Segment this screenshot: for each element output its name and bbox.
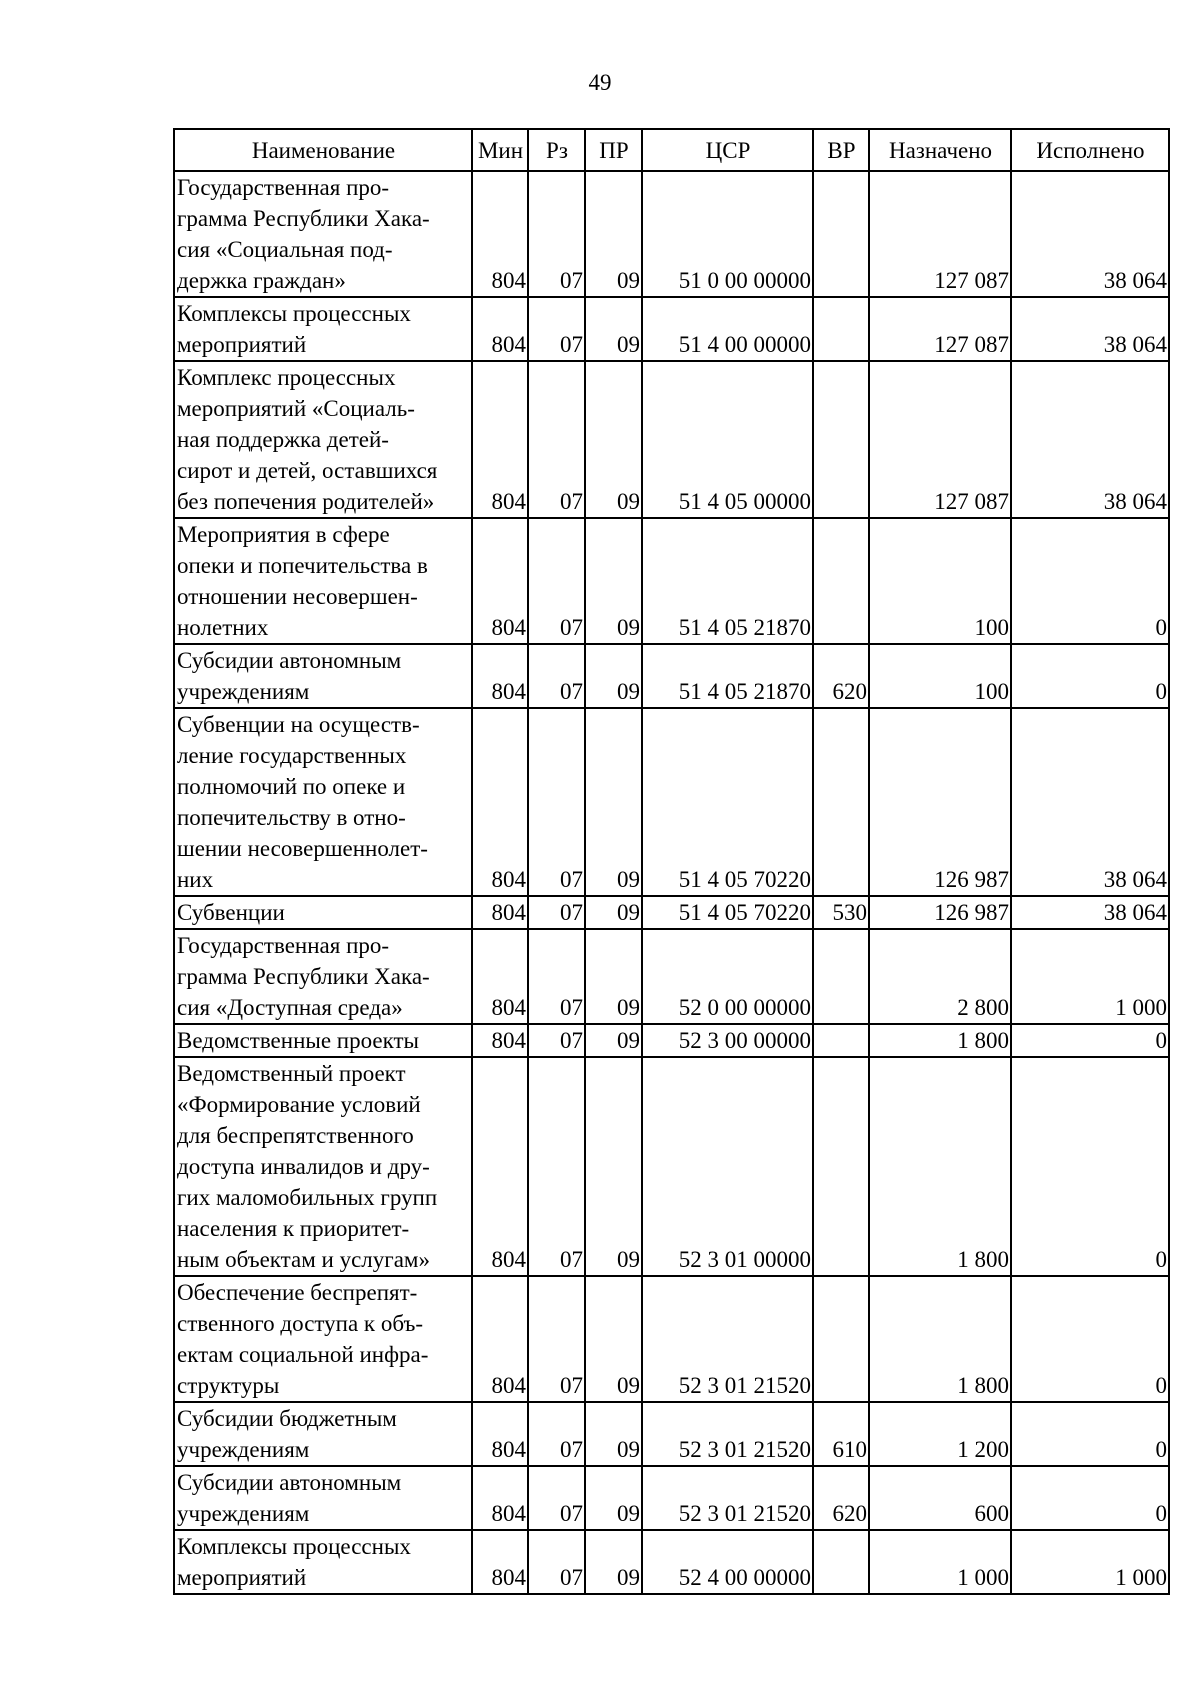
cell-rz: 07 bbox=[528, 1466, 585, 1530]
budget-table bbox=[173, 128, 1170, 1595]
table-header bbox=[174, 129, 1169, 171]
cell-naznacheno: 1 800 bbox=[869, 1024, 1011, 1057]
cell-naznacheno: 1 800 bbox=[869, 1276, 1011, 1402]
cell-naznacheno: 1 000 bbox=[869, 1530, 1011, 1594]
cell-min: 804 bbox=[472, 297, 528, 361]
cell-ispolneno: 38 064 bbox=[1011, 361, 1169, 518]
cell-pr: 09 bbox=[585, 518, 642, 644]
cell-name: Субвенции bbox=[174, 896, 472, 929]
table-body bbox=[174, 171, 1169, 1594]
cell-rz: 07 bbox=[528, 1024, 585, 1057]
cell-pr: 09 bbox=[585, 1402, 642, 1466]
cell-pr: 09 bbox=[585, 1024, 642, 1057]
table-row bbox=[174, 1402, 1169, 1466]
cell-rz: 07 bbox=[528, 1530, 585, 1594]
cell-name: Ведомственные проекты bbox=[174, 1024, 472, 1057]
header-ispolneno: Исполнено bbox=[1011, 129, 1169, 171]
table-row bbox=[174, 171, 1169, 297]
cell-min: 804 bbox=[472, 1530, 528, 1594]
cell-ispolneno: 0 bbox=[1011, 518, 1169, 644]
cell-pr: 09 bbox=[585, 644, 642, 708]
cell-csr: 51 4 05 70220 bbox=[642, 896, 813, 929]
cell-pr: 09 bbox=[585, 1057, 642, 1276]
cell-vr: 610 bbox=[813, 1402, 869, 1466]
cell-rz: 07 bbox=[528, 708, 585, 896]
cell-name: Государственная про- грамма Республики Хака- сия «Доступная среда» bbox=[174, 929, 472, 1024]
header-naznacheno: Назначено bbox=[869, 129, 1011, 171]
cell-csr: 52 0 00 00000 bbox=[642, 929, 813, 1024]
cell-min: 804 bbox=[472, 361, 528, 518]
cell-csr: 52 3 01 21520 bbox=[642, 1466, 813, 1530]
table-row bbox=[174, 518, 1169, 644]
cell-min: 804 bbox=[472, 1466, 528, 1530]
cell-naznacheno: 100 bbox=[869, 518, 1011, 644]
cell-name: Субвенции на осуществ- ление государственных полномочий по опеке и попечительству в отно- шении несовершеннолет- них bbox=[174, 708, 472, 896]
cell-naznacheno: 100 bbox=[869, 644, 1011, 708]
cell-vr bbox=[813, 297, 869, 361]
cell-name: Ведомственный проект «Формирование условий для беспрепятственного доступа инвалидов и дру- гих маломобильных групп населения к приоритет- ным объектам и услугам» bbox=[174, 1057, 472, 1276]
cell-min: 804 bbox=[472, 1024, 528, 1057]
cell-vr bbox=[813, 1024, 869, 1057]
cell-min: 804 bbox=[472, 1057, 528, 1276]
cell-naznacheno: 1 200 bbox=[869, 1402, 1011, 1466]
cell-pr: 09 bbox=[585, 1466, 642, 1530]
table-row bbox=[174, 929, 1169, 1024]
cell-ispolneno: 0 bbox=[1011, 1024, 1169, 1057]
cell-min: 804 bbox=[472, 896, 528, 929]
cell-vr: 620 bbox=[813, 1466, 869, 1530]
cell-name: Комплексы процессных мероприятий bbox=[174, 1530, 472, 1594]
table-row bbox=[174, 708, 1169, 896]
table-row bbox=[174, 644, 1169, 708]
cell-csr: 52 3 01 21520 bbox=[642, 1402, 813, 1466]
cell-name: Субсидии автономным учреждениям bbox=[174, 1466, 472, 1530]
cell-csr: 51 0 00 00000 bbox=[642, 171, 813, 297]
header-pr: ПР bbox=[585, 129, 642, 171]
cell-rz: 07 bbox=[528, 518, 585, 644]
cell-pr: 09 bbox=[585, 708, 642, 896]
cell-ispolneno: 0 bbox=[1011, 1276, 1169, 1402]
cell-ispolneno: 38 064 bbox=[1011, 171, 1169, 297]
cell-name: Комплекс процессных мероприятий «Социаль- ная поддержка детей- сирот и детей, оставшихся без попечения родителей» bbox=[174, 361, 472, 518]
table-row bbox=[174, 1057, 1169, 1276]
page-number: 49 bbox=[588, 70, 612, 95]
cell-vr bbox=[813, 361, 869, 518]
cell-min: 804 bbox=[472, 644, 528, 708]
cell-naznacheno: 600 bbox=[869, 1466, 1011, 1530]
cell-ispolneno: 38 064 bbox=[1011, 896, 1169, 929]
header-rz: Рз bbox=[528, 129, 585, 171]
cell-rz: 07 bbox=[528, 644, 585, 708]
cell-ispolneno: 1 000 bbox=[1011, 1530, 1169, 1594]
cell-naznacheno: 126 987 bbox=[869, 896, 1011, 929]
cell-naznacheno: 127 087 bbox=[869, 297, 1011, 361]
cell-ispolneno: 0 bbox=[1011, 1466, 1169, 1530]
cell-ispolneno: 0 bbox=[1011, 1402, 1169, 1466]
table-row bbox=[174, 1024, 1169, 1057]
cell-vr bbox=[813, 171, 869, 297]
cell-vr bbox=[813, 708, 869, 896]
cell-csr: 51 4 05 21870 bbox=[642, 518, 813, 644]
cell-pr: 09 bbox=[585, 361, 642, 518]
cell-vr bbox=[813, 1276, 869, 1402]
cell-vr bbox=[813, 929, 869, 1024]
cell-min: 804 bbox=[472, 1402, 528, 1466]
table-row bbox=[174, 1466, 1169, 1530]
cell-ispolneno: 38 064 bbox=[1011, 297, 1169, 361]
cell-min: 804 bbox=[472, 518, 528, 644]
cell-csr: 52 3 00 00000 bbox=[642, 1024, 813, 1057]
cell-name: Комплексы процессных мероприятий bbox=[174, 297, 472, 361]
cell-pr: 09 bbox=[585, 297, 642, 361]
cell-pr: 09 bbox=[585, 171, 642, 297]
cell-csr: 51 4 05 21870 bbox=[642, 644, 813, 708]
cell-ispolneno: 1 000 bbox=[1011, 929, 1169, 1024]
cell-ispolneno: 0 bbox=[1011, 644, 1169, 708]
cell-rz: 07 bbox=[528, 1402, 585, 1466]
cell-csr: 52 4 00 00000 bbox=[642, 1530, 813, 1594]
cell-pr: 09 bbox=[585, 1276, 642, 1402]
table-row bbox=[174, 1276, 1169, 1402]
cell-ispolneno: 38 064 bbox=[1011, 708, 1169, 896]
cell-rz: 07 bbox=[528, 896, 585, 929]
header-naimenovanie: Наименование bbox=[174, 129, 472, 171]
cell-naznacheno: 127 087 bbox=[869, 171, 1011, 297]
header-min: Мин bbox=[472, 129, 528, 171]
cell-csr: 52 3 01 00000 bbox=[642, 1057, 813, 1276]
cell-name: Субсидии автономным учреждениям bbox=[174, 644, 472, 708]
table-row bbox=[174, 297, 1169, 361]
cell-pr: 09 bbox=[585, 1530, 642, 1594]
table-row bbox=[174, 361, 1169, 518]
header-row bbox=[174, 129, 1169, 171]
cell-min: 804 bbox=[472, 171, 528, 297]
cell-rz: 07 bbox=[528, 1276, 585, 1402]
cell-vr: 530 bbox=[813, 896, 869, 929]
header-vr: ВР bbox=[813, 129, 869, 171]
cell-naznacheno: 2 800 bbox=[869, 929, 1011, 1024]
cell-rz: 07 bbox=[528, 929, 585, 1024]
cell-rz: 07 bbox=[528, 361, 585, 518]
cell-min: 804 bbox=[472, 1276, 528, 1402]
cell-csr: 51 4 00 00000 bbox=[642, 297, 813, 361]
cell-pr: 09 bbox=[585, 896, 642, 929]
cell-naznacheno: 127 087 bbox=[869, 361, 1011, 518]
cell-name: Обеспечение беспрепят- ственного доступа к объ- ектам социальной инфра- структуры bbox=[174, 1276, 472, 1402]
cell-min: 804 bbox=[472, 708, 528, 896]
cell-name: Мероприятия в сфере опеки и попечительства в отношении несовершен- нолетних bbox=[174, 518, 472, 644]
cell-csr: 51 4 05 00000 bbox=[642, 361, 813, 518]
cell-vr bbox=[813, 518, 869, 644]
header-csr: ЦСР bbox=[642, 129, 813, 171]
cell-vr bbox=[813, 1530, 869, 1594]
cell-name: Государственная про- грамма Республики Хака- сия «Социальная под- держка граждан» bbox=[174, 171, 472, 297]
table-row bbox=[174, 896, 1169, 929]
cell-vr bbox=[813, 1057, 869, 1276]
cell-ispolneno: 0 bbox=[1011, 1057, 1169, 1276]
cell-naznacheno: 1 800 bbox=[869, 1057, 1011, 1276]
cell-rz: 07 bbox=[528, 171, 585, 297]
cell-min: 804 bbox=[472, 929, 528, 1024]
cell-naznacheno: 126 987 bbox=[869, 708, 1011, 896]
cell-name: Субсидии бюджетным учреждениям bbox=[174, 1402, 472, 1466]
cell-rz: 07 bbox=[528, 297, 585, 361]
table-row bbox=[174, 1530, 1169, 1594]
cell-csr: 52 3 01 21520 bbox=[642, 1276, 813, 1402]
cell-csr: 51 4 05 70220 bbox=[642, 708, 813, 896]
cell-rz: 07 bbox=[528, 1057, 585, 1276]
cell-pr: 09 bbox=[585, 929, 642, 1024]
cell-vr: 620 bbox=[813, 644, 869, 708]
